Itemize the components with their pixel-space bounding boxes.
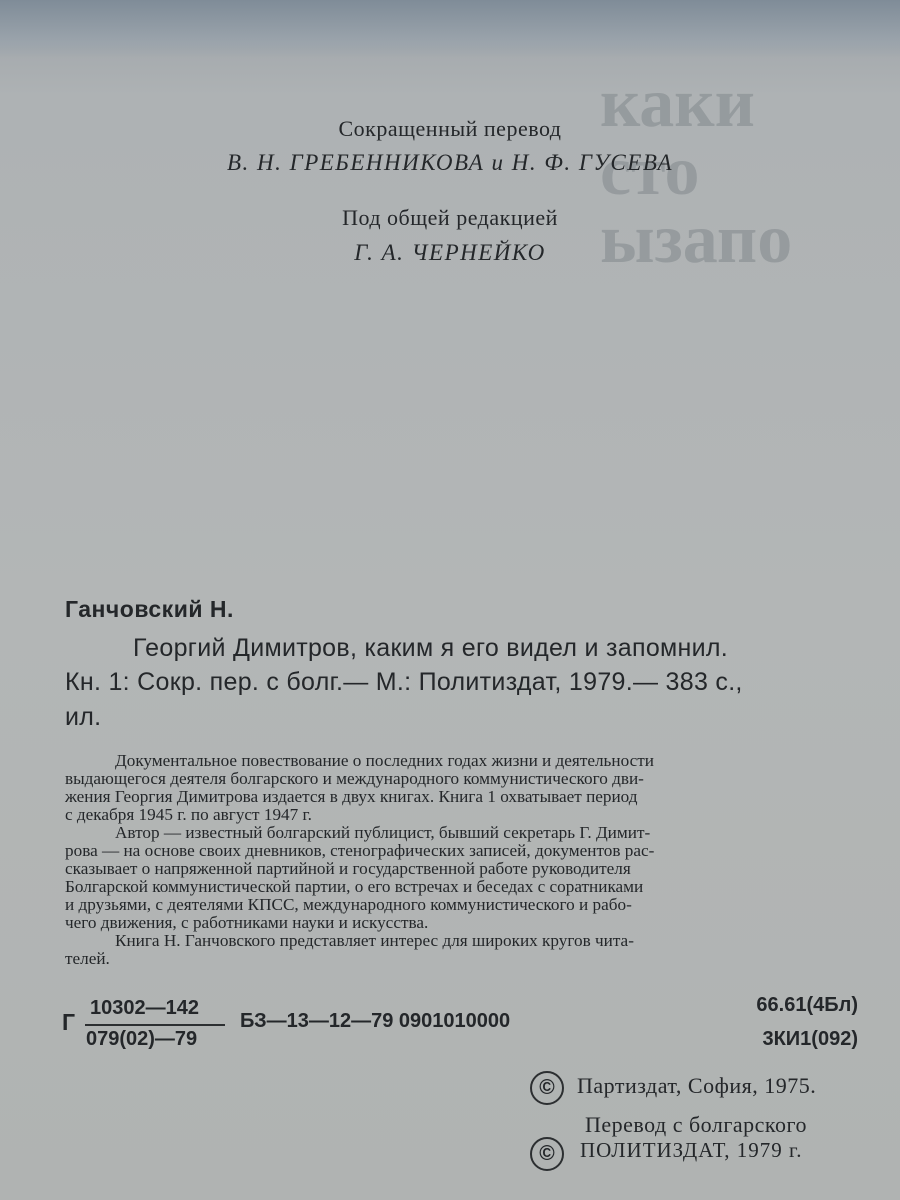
annotation-line: Книга Н. Ганчовского представляет интерес для широких кругов чита- (115, 931, 634, 950)
book-title-line: Георгий Димитров, каким я его видел и запомнил. (133, 634, 729, 662)
copyright-icon: © (530, 1071, 564, 1105)
annotation-line: рова — на основе своих дневников, стенографических записей, документов рас- (65, 841, 655, 860)
illustrations-note: ил. (65, 703, 102, 731)
udc-index: 66.61(4Бл) (756, 994, 858, 1016)
imprint-line: Кн. 1: Сокр. пер. с болг.— М.: Политиздат, 1979.— 383 с., (65, 668, 743, 696)
editor-name: Г. А. ЧЕРНЕЙКО (354, 240, 546, 265)
bleed-through-text: каки сто ызапо (600, 70, 793, 278)
translation-note: Перевод с болгарского (585, 1112, 807, 1137)
copyright-icon: © (530, 1137, 564, 1171)
page-top-shadow (0, 0, 900, 58)
copyright-publisher: ПОЛИТИЗДАТ, 1979 г. (580, 1138, 803, 1162)
editor-label: Под общей редакцией (342, 205, 558, 230)
annotation-line: сказывает о напряженной партийной и государственной работе руководителя (65, 859, 631, 878)
catalog-code: БЗ—13—12—79 0901010000 (240, 1010, 511, 1032)
annotation-line: с декабря 1945 г. по август 1947 г. (65, 805, 312, 824)
author-heading: Ганчовский Н. (65, 596, 234, 622)
annotation-paragraph-3 (65, 932, 860, 968)
annotation-line: и друзьями, с деятелями КПСС, международного коммунистического и рабо- (65, 895, 632, 914)
annotation-line: Болгарской коммунистической партии, о его встречах и беседах с соратниками (65, 877, 644, 896)
annotation-line: выдающегося деятеля болгарского и международного коммунистического дви- (65, 769, 644, 788)
translation-label: Сокращенный перевод (338, 116, 562, 141)
bbk-index: 3КИ1(092) (762, 1028, 858, 1050)
annotation-paragraph-1 (65, 752, 860, 824)
annotation-line: Автор — известный болгарский публицист, бывший секретарь Г. Димит- (115, 823, 651, 842)
catalog-numerator: 10302—142 (90, 997, 199, 1019)
annotation (65, 752, 860, 968)
translators: В. Н. ГРЕБЕННИКОВА и Н. Ф. ГУСЕВА (226, 150, 674, 175)
annotation-paragraph-2 (65, 824, 860, 932)
catalog-letter: Г (62, 1009, 76, 1035)
annotation-line: чего движения, с работниками науки и искусства. (65, 913, 429, 932)
catalog-denominator: 079(02)—79 (86, 1028, 198, 1050)
annotation-line: Документальное повествование о последних годах жизни и деятельности (115, 751, 654, 770)
annotation-line: телей. (65, 949, 110, 968)
copyright-original: Партиздат, София, 1975. (577, 1073, 817, 1098)
fraction-bar (85, 1024, 225, 1026)
annotation-line: жения Георгия Димитрова издается в двух книгах. Книга 1 охватывает период (65, 787, 638, 806)
